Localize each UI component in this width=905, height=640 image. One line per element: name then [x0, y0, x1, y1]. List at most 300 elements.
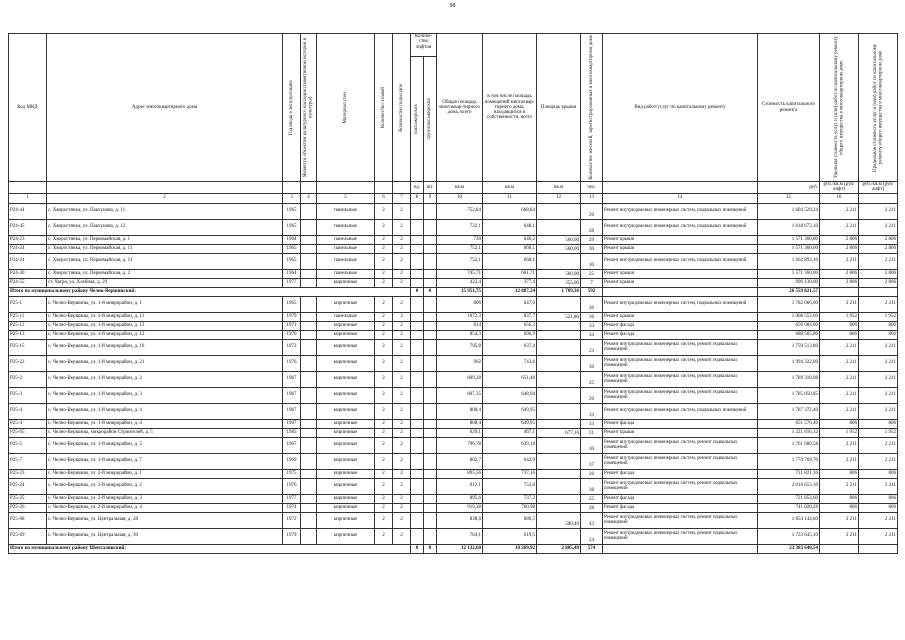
index-cell: 13 — [581, 193, 603, 203]
row-heritage — [301, 512, 317, 528]
row-address: с. Челно-Вершины, ул. Центральная, д. 28 — [47, 512, 283, 528]
header-address: Адрес многоквартирного дома — [47, 34, 283, 182]
row-lifts-cargo — [424, 403, 437, 419]
header-floors: Количество этажей — [380, 87, 386, 128]
total-lifts-passenger: 0 — [411, 287, 424, 296]
row-cost: 2 016 653,10 — [758, 478, 820, 494]
row-residents: 29 — [581, 235, 603, 244]
row-heritage — [301, 437, 317, 453]
row-unit-cost: 2 211 — [820, 403, 859, 419]
row-residents: 30 — [581, 253, 603, 269]
row-cost: 1 787 372,40 — [758, 403, 820, 419]
row-year: 1965 — [283, 244, 301, 253]
row-material: кирпичные — [317, 387, 375, 403]
index-cell: 8 — [411, 193, 424, 203]
row-cost: 1 321 816,32 — [758, 428, 820, 437]
total-residents: 574 — [581, 544, 603, 553]
row-owned-area: 647,6 — [483, 296, 537, 312]
row-roof-area — [537, 387, 581, 403]
row-lifts-cargo — [424, 494, 437, 503]
row-material: панельные — [317, 235, 375, 244]
row-heritage — [301, 419, 317, 428]
row-entrances: 2 — [393, 387, 411, 403]
total-label: Итого по муниципальному району Шенталинский: — [9, 544, 411, 553]
row-cost: 1 789 318,08 — [758, 371, 820, 387]
row-entrances: 2 — [393, 428, 411, 437]
row-owned-area: 668,84 — [483, 203, 537, 219]
unit-cell: кв.м — [437, 182, 483, 194]
row-owned-area: 642,9 — [483, 453, 537, 469]
row-floors: 2 — [375, 330, 393, 339]
row-area: 902 — [437, 355, 483, 371]
row-entrances: 3 — [393, 312, 411, 321]
row-max-cost: 2 211 — [859, 296, 898, 312]
row-cost: 1 785 050,85 — [758, 387, 820, 403]
row-unit-cost: 2 211 — [820, 512, 859, 528]
row-year: 1971 — [283, 321, 301, 330]
row-area: 809,28 — [437, 371, 483, 387]
row-lifts-cargo — [424, 437, 437, 453]
row-residents: 33 — [581, 321, 603, 330]
total-label: Итого по муниципальному району Челно-Вершинский: — [9, 287, 411, 296]
row-unit-cost: 2 211 — [820, 528, 859, 544]
row-heritage — [301, 403, 317, 419]
index-cell: 1 — [9, 193, 47, 203]
row-max-cost: 806 — [859, 503, 898, 512]
row-area: 1072,3 — [437, 312, 483, 321]
row-residents: 26 — [581, 203, 603, 219]
row-address: с. Челно-Вершины, ул. 1-й микрорайон, д. 7 — [47, 453, 283, 469]
row-max-cost: 806 — [859, 330, 898, 339]
row-material: кирпичные — [317, 428, 375, 437]
row-owned-area: 656,3 — [483, 321, 537, 330]
header-max-cost: Предельная стоимость услуг и (или) работ по капитальному ремонту общего имущества в многоквартирном доме — [872, 43, 883, 172]
row-address: с. Хворостянка, ул. Пакчунова, д. 12 — [47, 219, 283, 235]
row-unit-cost: 1 952 — [820, 428, 859, 437]
row-code: Р25-5 — [9, 437, 47, 453]
units-row — [9, 182, 898, 194]
row-entrances: 2 — [393, 503, 411, 512]
row-material: панельные — [317, 219, 375, 235]
row-area: 795,8 — [437, 339, 483, 355]
index-cell: 5 — [317, 193, 375, 203]
unit-cell — [317, 182, 375, 194]
row-entrances: 2 — [393, 419, 411, 428]
row-heritage — [301, 203, 317, 219]
row-residents: 23 — [581, 339, 603, 355]
row-work-type: Ремонт внутридомовых инженерных систем, ремонт подвальных помещений — [603, 355, 758, 371]
total-row — [9, 544, 898, 553]
total-roof-area: 1 789,36 — [537, 287, 581, 296]
row-area: 802,7 — [437, 453, 483, 469]
row-lifts-cargo — [424, 512, 437, 528]
total-lifts-cargo: 0 — [424, 544, 437, 553]
row-cost: 1 782 066,00 — [758, 296, 820, 312]
row-lifts-passenger — [411, 469, 424, 478]
row-year: 1976 — [283, 355, 301, 371]
row-year: 1985 — [283, 428, 301, 437]
table-row — [9, 494, 898, 503]
row-owned-area: 639,18 — [483, 437, 537, 453]
total-area: 15 951,75 — [437, 287, 483, 296]
row-roof-area — [537, 494, 581, 503]
row-code: Р25-3 — [9, 387, 47, 403]
index-cell: 2 — [47, 193, 283, 203]
row-year: 1964 — [283, 269, 301, 278]
row-area: 838,6 — [437, 512, 483, 528]
row-max-cost: 2 211 — [859, 387, 898, 403]
row-owned-area: 837,7 — [483, 312, 537, 321]
row-work-type: Ремонт крыши — [603, 244, 758, 253]
row-lifts-cargo — [424, 339, 437, 355]
row-lifts-passenger — [411, 219, 424, 235]
row-floors: 2 — [375, 269, 393, 278]
row-lifts-cargo — [424, 428, 437, 437]
row-year: 1969 — [283, 453, 301, 469]
row-material: кирпичные — [317, 419, 375, 428]
row-work-type: Ремонт внутридомовых инженерных систем, ремонт подвальных помещений — [603, 371, 758, 387]
row-area: 806 — [437, 296, 483, 312]
unit-cell: кв.м — [537, 182, 581, 194]
row-area: 808,4 — [437, 419, 483, 428]
row-code: Р25-4 — [9, 403, 47, 419]
row-owned-area: 743,6 — [483, 355, 537, 371]
row-max-cost: 2 211 — [859, 219, 898, 235]
row-unit-cost: 2 806 — [820, 244, 859, 253]
table-row — [9, 419, 898, 428]
row-year: 1965 — [283, 296, 301, 312]
row-area: 814 — [437, 321, 483, 330]
row-floors: 2 — [375, 503, 393, 512]
row-floors: 2 — [375, 244, 393, 253]
row-entrances: 2 — [393, 478, 411, 494]
row-max-cost: 2 806 — [859, 278, 898, 287]
header-material: Материал стен — [342, 91, 348, 124]
row-address: с. Челно-Вершины, ул. 1-й микрорайон, д. 13 — [47, 330, 283, 339]
row-cost: 1 008 553,60 — [758, 312, 820, 321]
row-work-type: Ремонт крыши — [603, 312, 758, 321]
row-roof-area — [537, 296, 581, 312]
row-roof-area — [537, 219, 581, 235]
row-heritage — [301, 478, 317, 494]
row-lifts-passenger — [411, 371, 424, 387]
row-max-cost: 2 211 — [859, 512, 898, 528]
row-max-cost: 806 — [859, 469, 898, 478]
row-heritage — [301, 355, 317, 371]
row-roof-area: 560,00 — [537, 244, 581, 253]
table-row — [9, 296, 898, 312]
row-material: кирпичные — [317, 503, 375, 512]
row-roof-area — [537, 203, 581, 219]
row-work-type: Ремонт фасада — [603, 494, 758, 503]
table-row — [9, 428, 898, 437]
row-entrances: 2 — [393, 244, 411, 253]
row-lifts-passenger — [411, 494, 424, 503]
row-code: Р25-1 — [9, 296, 47, 312]
row-max-cost: 2 211 — [859, 403, 898, 419]
row-material: кирпичные — [317, 528, 375, 544]
header-lifts: Количе-ство лифтов — [411, 34, 437, 57]
row-owned-area: 649,95 — [483, 403, 537, 419]
row-heritage — [301, 339, 317, 355]
row-entrances: 2 — [393, 219, 411, 235]
row-roof-area — [537, 339, 581, 355]
row-cost: 1 662 893,10 — [758, 253, 820, 269]
row-unit-cost: 2 211 — [820, 478, 859, 494]
row-year: 1977 — [283, 278, 301, 287]
row-work-type: Ремонт внутридомовых инженерных систем, ремонт подвальных помещений — [603, 528, 758, 544]
row-floors: 2 — [375, 219, 393, 235]
row-floors: 2 — [375, 321, 393, 330]
row-floors: 2 — [375, 428, 393, 437]
table-row — [9, 269, 898, 278]
row-work-type: Ремонт внутридомовых инженерных систем, подвальных помещений — [603, 253, 758, 269]
row-max-cost: 2 211 — [859, 339, 898, 355]
row-cost: 1 571 360,00 — [758, 269, 820, 278]
row-unit-cost: 1 952 — [820, 312, 859, 321]
row-address: с. Челно-Вершины, ул. 1-й микрорайон, д. 5 — [47, 437, 283, 453]
row-lifts-passenger — [411, 278, 424, 287]
row-address: с. Хворостянка, ул. Пакчунова, д. 11 — [47, 203, 283, 219]
row-residents: 36 — [581, 296, 603, 312]
row-max-cost: 1 952 — [859, 312, 898, 321]
row-roof-area: 590,40 — [537, 512, 581, 528]
row-address: с. Челно-Вершины, ул. 1-й микрорайон, д. 2 — [47, 371, 283, 387]
row-heritage — [301, 453, 317, 469]
page-number: 98 — [449, 3, 456, 9]
row-year: 1967 — [283, 403, 301, 419]
row-lifts-passenger — [411, 355, 424, 371]
row-year: 1975 — [283, 469, 301, 478]
row-residents: 31 — [581, 428, 603, 437]
row-year: 1972 — [283, 339, 301, 355]
row-year: 1964 — [283, 235, 301, 244]
row-work-type: Ремонт внутридомовых инженерных систем, ремонт подвальных помещений — [603, 512, 758, 528]
row-year: 1967 — [283, 387, 301, 403]
row-code: Р25-65 — [9, 428, 47, 437]
row-entrances: 2 — [393, 321, 411, 330]
row-area: 752,1 — [437, 244, 483, 253]
row-heritage — [301, 244, 317, 253]
table-row — [9, 312, 898, 321]
row-max-cost: 2 806 — [859, 269, 898, 278]
row-cost: 721 853,60 — [758, 494, 820, 503]
row-code: Р25-24 — [9, 478, 47, 494]
row-area: 854,3 — [437, 330, 483, 339]
row-residents: 28 — [581, 219, 603, 235]
table-row — [9, 330, 898, 339]
row-work-type: Ремонт фасада — [603, 419, 758, 428]
row-address: с. Челно-Вершины, ул. 2-й микрорайон, д. 2 — [47, 478, 283, 494]
row-cost: 741 020,28 — [758, 503, 820, 512]
unit-cell: руб./кв.м (руб/лифт) — [859, 182, 898, 194]
row-material: кирпичные — [317, 278, 375, 287]
header-code: Код МКД — [9, 34, 47, 182]
row-floors: 2 — [375, 478, 393, 494]
row-material: кирпичные — [317, 371, 375, 387]
row-year: 1965 — [283, 203, 301, 219]
row-lifts-cargo — [424, 244, 437, 253]
row-cost: 1 761 680,58 — [758, 437, 820, 453]
index-cell: 3 — [283, 193, 301, 203]
row-work-type: Ремонт фасада — [603, 330, 758, 339]
row-code: Р24-30 — [9, 269, 47, 278]
row-entrances: 2 — [393, 296, 411, 312]
row-area: 752,1 — [437, 253, 483, 269]
header-residents: Количество жителей, зарегистрированных в многоквартирном доме — [588, 35, 594, 180]
row-address: с. Челно-Вершины, ул. 2-й микрорайон, д. 4 — [47, 503, 283, 512]
row-heritage — [301, 296, 317, 312]
row-area: 784,1 — [437, 528, 483, 544]
row-year: 1967 — [283, 371, 301, 387]
row-floors: 2 — [375, 312, 393, 321]
row-lifts-passenger — [411, 503, 424, 512]
row-unit-cost: 2 211 — [820, 453, 859, 469]
row-year: 1970 — [283, 330, 301, 339]
row-address: с. Челно-Вершины, ул. 1-й микрорайон, д. 16 — [47, 339, 283, 355]
row-lifts-cargo — [424, 203, 437, 219]
row-entrances: 2 — [393, 512, 411, 528]
row-entrances: 2 — [393, 278, 411, 287]
table-row — [9, 371, 898, 387]
row-area: 752,84 — [437, 203, 483, 219]
row-entrances: 2 — [393, 330, 411, 339]
row-lifts-passenger — [411, 528, 424, 544]
total-cost: 26 559 821,57 — [758, 287, 820, 296]
row-entrances: 2 — [393, 469, 411, 478]
row-cost: 1 733 645,10 — [758, 528, 820, 544]
row-lifts-cargo — [424, 453, 437, 469]
row-unit-cost: 2 211 — [820, 387, 859, 403]
row-material: кирпичные — [317, 453, 375, 469]
row-cost: 996 130,00 — [758, 278, 820, 287]
row-lifts-passenger — [411, 512, 424, 528]
row-owned-area: 752,8 — [483, 478, 537, 494]
row-code: Р25-22 — [9, 355, 47, 371]
index-row — [9, 193, 898, 203]
table-row — [9, 503, 898, 512]
row-lifts-passenger — [411, 321, 424, 330]
row-heritage — [301, 253, 317, 269]
row-residents: 36 — [581, 355, 603, 371]
table-row — [9, 437, 898, 453]
table-row — [9, 235, 898, 244]
unit-cell: чел. — [581, 182, 603, 194]
row-entrances: 2 — [393, 235, 411, 244]
row-residents: 26 — [581, 469, 603, 478]
row-owned-area: 648,1 — [483, 219, 537, 235]
index-cell: 12 — [537, 193, 581, 203]
row-floors: 2 — [375, 453, 393, 469]
row-heritage — [301, 469, 317, 478]
row-lifts-passenger — [411, 235, 424, 244]
row-roof-area: 521,80 — [537, 312, 581, 321]
row-owned-area: 619,5 — [483, 528, 537, 544]
row-area: 796,78 — [437, 437, 483, 453]
index-cell: 4 — [301, 193, 317, 203]
row-work-type: Ремонт внутридомовых инженерных систем, ремонт подвальных помещений — [603, 339, 758, 355]
row-year: 1967 — [283, 437, 301, 453]
row-code: Р25-7 — [9, 453, 47, 469]
row-roof-area — [537, 453, 581, 469]
row-material: кирпичные — [317, 478, 375, 494]
row-lifts-cargo — [424, 528, 437, 544]
row-heritage — [301, 330, 317, 339]
capital-repair-table — [8, 33, 898, 554]
row-cost: 688 565,80 — [758, 330, 820, 339]
row-unit-cost: 2 211 — [820, 355, 859, 371]
row-work-type: Ремонт внутридомовых инженерных систем, подвальных помещений — [603, 403, 758, 419]
row-entrances: 2 — [393, 494, 411, 503]
row-address: с. Челно-Вершины, ул. 1-й микрорайон, д. 1 — [47, 296, 283, 312]
row-material: панельные — [317, 312, 375, 321]
row-cost: 1 854 144,60 — [758, 512, 820, 528]
row-max-cost: 806 — [859, 419, 898, 428]
row-unit-cost: 806 — [820, 419, 859, 428]
row-lifts-cargo — [424, 330, 437, 339]
table-row — [9, 403, 898, 419]
row-lifts-cargo — [424, 419, 437, 428]
row-heritage — [301, 494, 317, 503]
row-roof-area: 560,00 — [537, 269, 581, 278]
unit-cell — [375, 182, 393, 194]
row-code: Р25-26 — [9, 503, 47, 512]
row-residents: 36 — [581, 312, 603, 321]
row-lifts-passenger — [411, 453, 424, 469]
row-work-type: Ремонт внутридомовых инженерных систем, подвальных помещений — [603, 203, 758, 219]
index-cell: 14 — [603, 193, 758, 203]
row-material: кирпичные — [317, 321, 375, 330]
row-material: панельные — [317, 269, 375, 278]
table-row — [9, 244, 898, 253]
row-area: 745,71 — [437, 269, 483, 278]
header-roof-area: Площадь крыши — [537, 34, 581, 182]
row-owned-area: 737,16 — [483, 469, 537, 478]
row-residents: 28 — [581, 503, 603, 512]
row-entrances: 2 — [393, 403, 411, 419]
row-owned-area: 467,1 — [483, 428, 537, 437]
row-area: 807,35 — [437, 387, 483, 403]
row-address: с. Челно-Вершины, ул. 1-й микрорайон, д. 4 — [47, 403, 283, 419]
row-unit-cost: 2 806 — [820, 278, 859, 287]
row-lifts-cargo — [424, 478, 437, 494]
row-lifts-cargo — [424, 469, 437, 478]
row-heritage — [301, 219, 317, 235]
header-area-total: Общая площадь многоквар-тирного дома, всего — [437, 34, 483, 182]
row-code: Р25-4 — [9, 419, 47, 428]
row-roof-area — [537, 469, 581, 478]
unit-cell — [47, 182, 283, 194]
row-unit-cost: 2 806 — [820, 235, 859, 244]
row-residents: 38 — [581, 478, 603, 494]
row-owned-area: 646,2 — [483, 235, 537, 244]
index-cell: 10 — [437, 193, 483, 203]
row-lifts-cargo — [424, 269, 437, 278]
row-work-type: Ремонт крыши — [603, 278, 758, 287]
row-floors: 2 — [375, 355, 393, 371]
row-material: кирпичные — [317, 469, 375, 478]
row-lifts-passenger — [411, 253, 424, 269]
row-residents: 33 — [581, 419, 603, 428]
row-lifts-cargo — [424, 235, 437, 244]
row-cost: 1 571 360,00 — [758, 235, 820, 244]
row-unit-cost: 2 211 — [820, 296, 859, 312]
row-owned-area: 737,2 — [483, 494, 537, 503]
table-row — [9, 278, 898, 287]
row-unit-cost: 806 — [820, 321, 859, 330]
row-material: кирпичные — [317, 330, 375, 339]
row-address: ст. Чагра, ул. Хлебная, д. 29 — [47, 278, 283, 287]
